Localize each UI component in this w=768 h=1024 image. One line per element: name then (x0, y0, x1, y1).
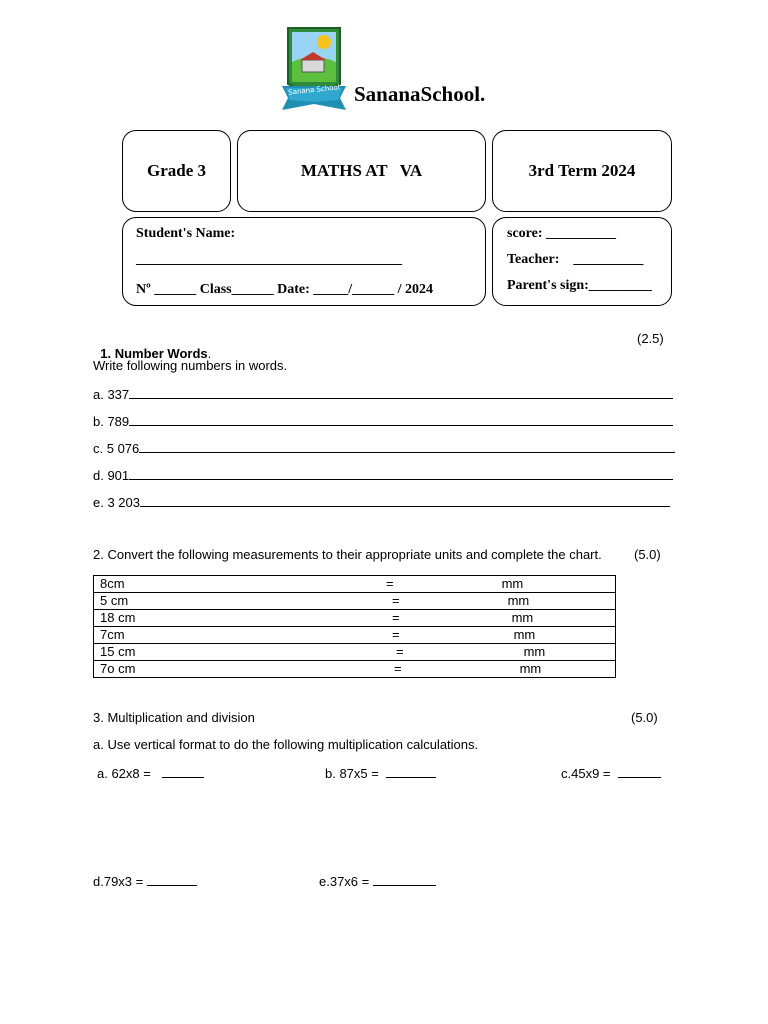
q1-item[interactable] (93, 494, 670, 510)
problem-e[interactable] (319, 873, 436, 889)
q1-points: (2.5) (637, 331, 664, 346)
answer-line[interactable] (147, 873, 197, 886)
answer-line[interactable] (386, 765, 436, 778)
unit: mm (513, 627, 536, 642)
eq: = (396, 644, 404, 659)
school-name: SananaSchool. (354, 82, 486, 106)
cm-value: 18 cm (94, 610, 337, 627)
mm-unit (462, 593, 616, 610)
mm-unit (462, 627, 616, 644)
table-row (94, 576, 616, 593)
school-crest-icon (280, 24, 348, 116)
mm-unit (462, 661, 616, 678)
q1-item-label: b. 789 (93, 414, 130, 429)
eq: = (392, 610, 400, 625)
conversion-table (93, 575, 616, 678)
table-row (94, 627, 616, 644)
score-box (492, 217, 672, 306)
eq: = (392, 593, 400, 608)
table-row (94, 661, 616, 678)
answer-line[interactable] (162, 765, 204, 778)
unit: mm (511, 610, 534, 625)
equals-sign[interactable] (336, 644, 462, 661)
logo-banner-text: Sanana School (287, 83, 341, 97)
q1-item-label: c. 5 076 (93, 441, 140, 456)
q1-instruction: Write following numbers in words. (93, 358, 288, 373)
term-box (492, 130, 672, 212)
q1-title-text: 1. Number Words (100, 346, 208, 361)
teacher-field[interactable]: Teacher: __________ (507, 252, 644, 267)
q1-item[interactable] (93, 467, 673, 483)
school-logo (280, 24, 348, 116)
unit: mm (507, 593, 530, 608)
q1-item-label: d. 901 (93, 468, 130, 483)
q1-item-label: e. 3 203 (93, 495, 140, 510)
subject-box (237, 130, 486, 212)
q1-item[interactable] (93, 386, 673, 402)
mm-unit (462, 610, 616, 627)
answer-line[interactable] (129, 467, 673, 480)
problem-label: e.37x6 = (319, 874, 370, 889)
equals-sign[interactable] (336, 661, 462, 678)
problem-label: b. 87x5 = (325, 766, 379, 781)
answer-line[interactable] (618, 765, 661, 778)
problem-label: d.79x3 = (93, 874, 144, 889)
cm-value: 7cm (94, 627, 337, 644)
grade-label: Grade 3 (146, 161, 207, 180)
equals-sign[interactable] (336, 593, 462, 610)
q1-item-label: a. 337 (93, 387, 130, 402)
q1-item[interactable] (93, 440, 675, 456)
cm-value: 15 cm (94, 644, 337, 661)
parent-sign-field[interactable]: Parent's sign:_________ (507, 278, 652, 293)
student-info-box (122, 217, 486, 306)
problem-a[interactable] (97, 765, 204, 781)
answer-line[interactable] (129, 413, 673, 426)
table-row (94, 610, 616, 627)
cm-value: 8cm (94, 576, 337, 593)
eq: = (394, 661, 402, 676)
q3-instruction: a. Use vertical format to do the following multiplication calculations. (93, 737, 479, 752)
eq: = (386, 576, 394, 591)
q2-points: (5.0) (634, 547, 661, 562)
cm-value: 5 cm (94, 593, 337, 610)
table-row (94, 593, 616, 610)
answer-line[interactable] (140, 494, 670, 507)
term-label: 3rd Term 2024 (528, 161, 636, 180)
table-row (94, 644, 616, 661)
number-class-date-field[interactable]: Nº ______ Class______ Date: _____/______ / 2024 (136, 282, 434, 297)
problem-label: a. 62x8 = (97, 766, 151, 781)
grade-box (122, 130, 231, 212)
student-name-label: Student's Name: (136, 226, 236, 241)
answer-line[interactable] (373, 873, 436, 886)
q3-points: (5.0) (631, 710, 658, 725)
q1-item[interactable] (93, 413, 673, 429)
problem-c[interactable] (561, 765, 661, 781)
unit: mm (523, 644, 546, 659)
problem-d[interactable] (93, 873, 197, 889)
subject-label: MATHS AT VA (300, 161, 423, 180)
q1-title (93, 331, 211, 361)
q2-title: 2. Convert the following measurements to their appropriate units and complete the chart. (93, 547, 602, 562)
q3-title: 3. Multiplication and division (93, 710, 255, 725)
unit: mm (519, 661, 542, 676)
cm-value: 7o cm (94, 661, 337, 678)
mm-unit (462, 644, 616, 661)
score-field[interactable]: score: __________ (507, 226, 616, 241)
student-name-field[interactable]: ______________________________________ (136, 252, 402, 267)
problem-b[interactable] (325, 765, 436, 781)
mm-unit (462, 576, 616, 593)
q1-title-period: . (207, 346, 212, 361)
eq: = (392, 627, 400, 642)
answer-line[interactable] (129, 386, 673, 399)
equals-sign[interactable] (336, 610, 462, 627)
unit: mm (501, 576, 524, 591)
equals-sign[interactable] (336, 576, 462, 593)
equals-sign[interactable] (336, 627, 462, 644)
problem-label: c.45x9 = (561, 766, 611, 781)
answer-line[interactable] (139, 440, 675, 453)
